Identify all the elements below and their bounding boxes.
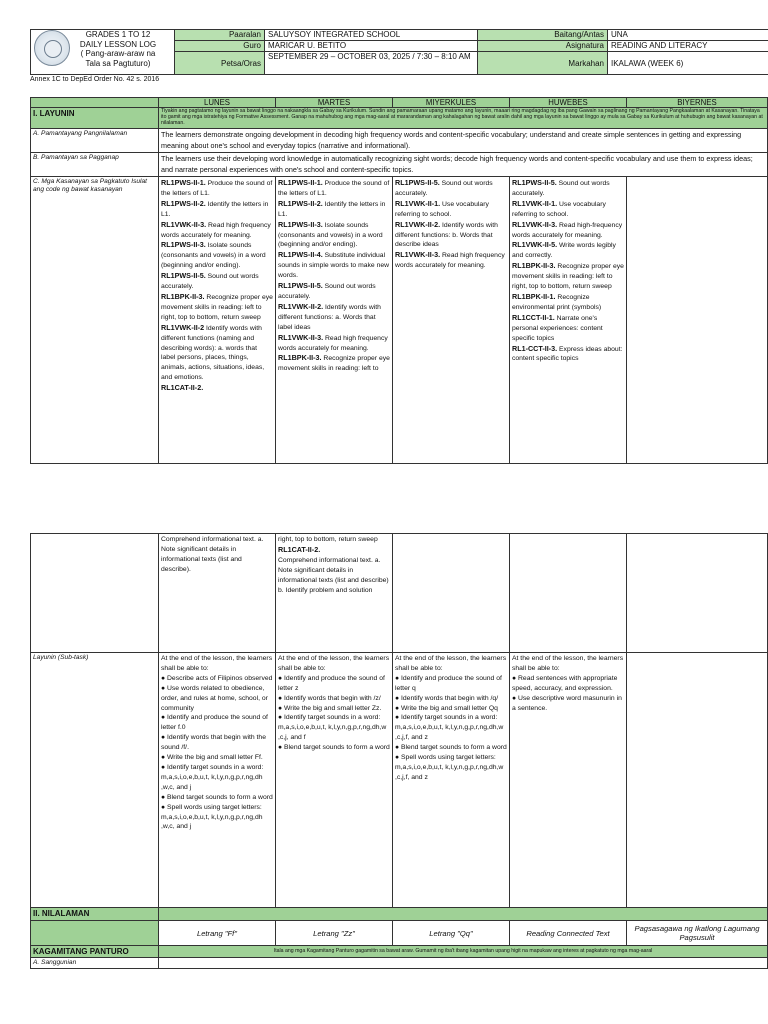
topic-thursday: Reading Connected Text — [510, 921, 627, 946]
competency-item: RL1-CCT-II-3. Express ideas about: content specific topics — [512, 343, 623, 363]
subtask-friday — [627, 653, 768, 908]
title-line: DAILY LESSON LOG — [79, 39, 157, 49]
materials-heading: KAGAMITANG PANTURO — [31, 946, 159, 958]
competency-item: RL1PWS-II-4. Substitute individual sounds in simple words to make new words. — [278, 250, 390, 280]
day-friday: BIYERNES — [627, 98, 768, 108]
layunin-heading: I. LAYUNIN — [31, 108, 159, 129]
competency-item: RL1BPK-II-3. Recognize proper eye movement skills in reading: left to right, top to bottom, return sweep — [161, 291, 273, 321]
subtask-item: ● Spell words using target letters: m,a,s,i,o,e,b,u,t, k,l,y,n,g,p,r,ng,dh,w ,c,j,f, and z — [395, 754, 504, 781]
content-standard-text: The learners demonstrate ongoing development in decoding high frequency words and content-specific vocabulary; understand and create simple sentences in getting and expressing meaning about one's school and everyday topics (narrative and informational). — [159, 129, 768, 153]
competency-item: RL1VWK-II-2. Identify words with different functions: a. Words that label ideas — [278, 301, 381, 331]
nilalaman-row — [31, 908, 768, 921]
topic-tuesday: Letrang "Zz" — [276, 921, 393, 946]
continuation-label — [31, 534, 159, 653]
competency-item: RL1PWS-II-5. Sound out words accurately. — [395, 178, 493, 197]
subtask-item: ● Spell words using target letters: m,a,s,i,o,e,b,u,t, k,l,y,n,g,p,r,ng,dh ,w,c, and j — [161, 803, 263, 831]
content-standard-row — [31, 129, 768, 153]
lesson-log-table — [30, 97, 768, 464]
subtask-thursday — [510, 653, 627, 908]
competencies-row — [31, 177, 768, 464]
performance-standard-text: The learners use their developing word knowledge in automatically recognizing sight words; decode high frequency words and content-specific vocabulary and use them to express ideas; and narrate personal experiences with one's school and content-specific topics. — [159, 153, 768, 177]
continuation-wednesday — [393, 534, 510, 653]
title-line: Tala sa Pagtuturo) — [85, 58, 151, 68]
competencies-monday — [159, 177, 276, 464]
competency-item: RL1VWK-II-3. Read high frequency words accurately for meaning. — [395, 250, 505, 270]
competency-item: RL1VWK-II-2. Identify words with different functions: b. Words that describe ideas — [395, 219, 498, 249]
topic-wednesday: Letrang "Qq" — [393, 921, 510, 946]
layunin-row — [31, 108, 768, 129]
subtask-item: ● Identify target sounds in a word: m,a,s,i,o,e,b,u,t, k,l,y,n,g,p,r,ng,dh ,w,c, and j — [161, 763, 264, 791]
competency-item: RL1CAT-II-2. — [278, 544, 321, 554]
references-value — [159, 958, 768, 969]
school-label: Paaralan — [175, 30, 265, 41]
topics-row — [31, 921, 768, 946]
subtask-item: ● Blend target sounds to form a word — [161, 793, 273, 801]
grade-label: Baitang/Antas — [478, 30, 608, 41]
day-tuesday: MARTES — [276, 98, 393, 108]
competency-item: RL1VWK-II-3. Read high frequency words accurately for meaning. — [161, 219, 271, 239]
nilalaman-heading: II. NILALAMAN — [31, 908, 159, 921]
subtask-item: ● Identify target sounds in a word: m,a,s,i,o,e,b,u,t, k,l,y,n,g,p,r,ng,dh,w ,c,j, and f — [278, 714, 387, 742]
competency-item: RL1BPK-II-1. Recognize environmental print (symbols) — [512, 291, 602, 311]
date-time-label: Petsa/Oras — [175, 52, 265, 75]
references-row — [31, 958, 768, 969]
subtask-item: ● Use descriptive word masunurin in a sentence. — [512, 694, 622, 712]
topic-friday: Pagsasagawa ng Ikatlong Lagumang Pagsusulit — [627, 921, 768, 946]
continuation-text: Comprehend informational text. a. Note significant details in informational texts (list and describe) b. Identify problem and solution — [278, 556, 389, 594]
materials-row — [31, 946, 768, 958]
competency-item: RL1VWK-II-3. Read high-frequency words accurately for meaning. — [512, 219, 623, 239]
subtask-tuesday — [276, 653, 393, 908]
competency-item: RL1VWK-II-3. Read high frequency words accurately for meaning. — [278, 332, 388, 352]
subtask-wednesday — [393, 653, 510, 908]
continuation-monday: Comprehend informational text. a. Note significant details in informational texts (list and describe). — [159, 534, 276, 653]
subtask-item: ● Identify and produce the sound of letter z — [278, 674, 385, 692]
references-label: A. Sanggunian — [31, 958, 159, 969]
competencies-wednesday — [393, 177, 510, 464]
competency-item: RL1PWS-II-1. Produce the sound of the letters of L1. — [161, 178, 273, 197]
competency-item: RL1PWS-II-2. Identify the letters in L1. — [278, 198, 386, 218]
competencies-friday — [627, 177, 768, 464]
subtask-item: ● Identify and produce the sound of letter f.0 — [161, 714, 268, 732]
subtask-item: ● Identify words that begin with the sound /f/. — [161, 734, 266, 752]
competency-item: RL1VWK-II-1. Use vocabulary referring to school. — [395, 198, 489, 218]
subject-value: READING AND LITERACY — [608, 41, 768, 52]
subtask-item: ● Identify words that begin with /q/ — [395, 694, 499, 702]
topics-label — [31, 921, 159, 946]
competency-item: RL1PWS-II-3. Isolate sounds (consonants and vowels) in a word (beginning and/or ending). — [161, 240, 266, 270]
layunin-note: Tiyakin ang pagtatamo ng layunin sa bawat linggo na nakaangkla sa Gabay sa Kurikulum. Sundin ang pamamaraan upang matamo ang layunin, maaari ring magdagdag ng iba pang Gawain sa paglinang ng Pamantayang Pangkaalaman at Kasanayan. Tinataya ito gamit ang mga istratehiya ng Formative Assessment. Ganap na mahuhubog ang mga mag-aaral at mararandaman ang kahalagahan ng bawat aralin dahil ang mga layunin sa bawat linggo ay mula sa Gabay sa Kurikulum at huhubugin ang bawat kasanayan at nilalaman. — [159, 108, 768, 129]
subtask-monday — [159, 653, 276, 908]
continuation-text: right, top to bottom, return sweep — [278, 536, 378, 543]
competency-item: RL1CCT-II-1. Narrate one's personal experiences: content specific topics — [512, 312, 603, 342]
competency-item: RL1BPK-II-3. Recognize proper eye movement skills in reading: left to right, top to bottom, return sweep — [512, 261, 624, 291]
competency-item: RL1PWS-II-1. Produce the sound of the letters of L1. — [278, 178, 390, 197]
performance-standard-label: B. Pamantayan sa Pagganap — [31, 153, 159, 177]
blank-corner — [31, 98, 159, 108]
competency-item: RL1BPK-II-3. Recognize proper eye movement skills in reading: left to — [278, 353, 390, 373]
quarter-label: Markahan — [478, 52, 608, 75]
teacher-value: MARICAR U. BETITO — [265, 41, 478, 52]
days-header-row — [31, 98, 768, 108]
subtask-item: ● Use words related to obedience, order, and rules at home, school, or community — [161, 684, 268, 712]
lesson-log-table-continued — [30, 533, 768, 969]
teacher-label: Guro — [175, 41, 265, 52]
subtask-row — [31, 653, 768, 908]
competency-item: RL1VWK-II-5. Write words legibly and correctly. — [512, 240, 616, 260]
performance-standard-row — [31, 153, 768, 177]
subtask-item: ● Blend target sounds to form a word — [395, 744, 507, 752]
subtask-item: ● Write the big and small letter Qq — [395, 704, 498, 712]
title-cell — [31, 30, 175, 75]
school-value: SALUYSOY INTEGRATED SCHOOL — [265, 30, 478, 41]
subtask-item: ● Identify target sounds in a word: m,a,s,i,o,e,b,u,t, k,l,y,n,g,p,r,ng,dh,w ,c,j,f, and z — [395, 714, 504, 742]
continuation-tuesday — [276, 534, 393, 653]
competency-item: RL1CAT-II-2. — [161, 383, 204, 393]
subtask-intro: At the end of the lesson, the learners shall be able to: — [395, 655, 507, 672]
subtask-intro: At the end of the lesson, the learners shall be able to: — [161, 655, 273, 672]
day-monday: LUNES — [159, 98, 276, 108]
title-line: GRADES 1 TO 12 — [85, 30, 151, 39]
nilalaman-band — [159, 908, 768, 921]
day-thursday: HUWEBES — [510, 98, 627, 108]
topic-monday: Letrang "Ff" — [159, 921, 276, 946]
competency-item: RL1VWK-II-1. Use vocabulary referring to school. — [512, 198, 606, 218]
subject-label: Asignatura — [478, 41, 608, 52]
subtask-label: Layunin (Sub-task) — [31, 653, 159, 908]
subtask-item: ● Describe acts of Filipinos observed — [161, 674, 273, 682]
subtask-item: ● Blend target sounds to form a word — [278, 744, 390, 752]
date-time-value: SEPTEMBER 29 – OCTOBER 03, 2025 / 7:30 – 8:10 AM — [265, 52, 478, 75]
continuation-thursday — [510, 534, 627, 653]
subtask-item: ● Identify and produce the sound of letter q — [395, 674, 502, 692]
subtask-item: ● Write the big and small letter Ff. — [161, 754, 263, 762]
competency-item: RL1PWS-II-5. Sound out words accurately. — [161, 271, 259, 291]
title-line: ( Pang-araw-araw na — [80, 49, 156, 58]
competency-item: RL1PWS-II-2. Identify the letters in L1. — [161, 198, 269, 218]
competencies-label: C. Mga Kasanayan sa Pagkatuto Isulat ang code ng bawat kasanayan — [31, 177, 159, 464]
subtask-intro: At the end of the lesson, the learners shall be able to: — [512, 655, 624, 672]
quarter-value: IKALAWA (WEEK 6) — [608, 52, 768, 75]
competency-item: RL1PWS-II-3. Isolate sounds (consonants and vowels) in a word (beginning and/or ending). — [278, 219, 383, 249]
competencies-thursday — [510, 177, 627, 464]
competency-item: RL1PWS-II-5. Sound out words accurately. — [512, 178, 610, 197]
subtask-item: ● Read sentences with appropriate speed, accuracy, and expression. — [512, 674, 618, 692]
competency-item: RL1PWS-II-5. Sound out words accurately. — [278, 281, 376, 300]
competency-item: RL1VWK-II-2 Identify words with different functions (naming and describing words): a. words that label persons, places, things, animals, actions, situations, ideas, and emotions. — [161, 322, 265, 382]
subtask-intro: At the end of the lesson, the learners shall be able to: — [278, 655, 390, 672]
subtask-item: ● Identify words that begin with /z/ — [278, 694, 381, 702]
competencies-tuesday — [276, 177, 393, 464]
annex-reference: Annex 1C to DepEd Order No. 42 s. 2016 — [30, 76, 160, 83]
day-wednesday: MIYERKULES — [393, 98, 510, 108]
grade-value: UNA — [608, 30, 768, 41]
continuation-row — [31, 534, 768, 653]
subtask-item: ● Write the big and small letter Zz. — [278, 704, 382, 712]
content-standard-label: A. Pamantayang Pangnilalaman — [31, 129, 159, 153]
header-meta-table — [30, 29, 768, 75]
continuation-friday — [627, 534, 768, 653]
materials-note: Itala ang mga Kagamitang Panturo gagamitin sa bawat araw. Gumamit ng iba't ibang kagamitan upang higit na mapukaw ang interes at pagkatuto ng mga mag-aaral — [159, 946, 768, 958]
